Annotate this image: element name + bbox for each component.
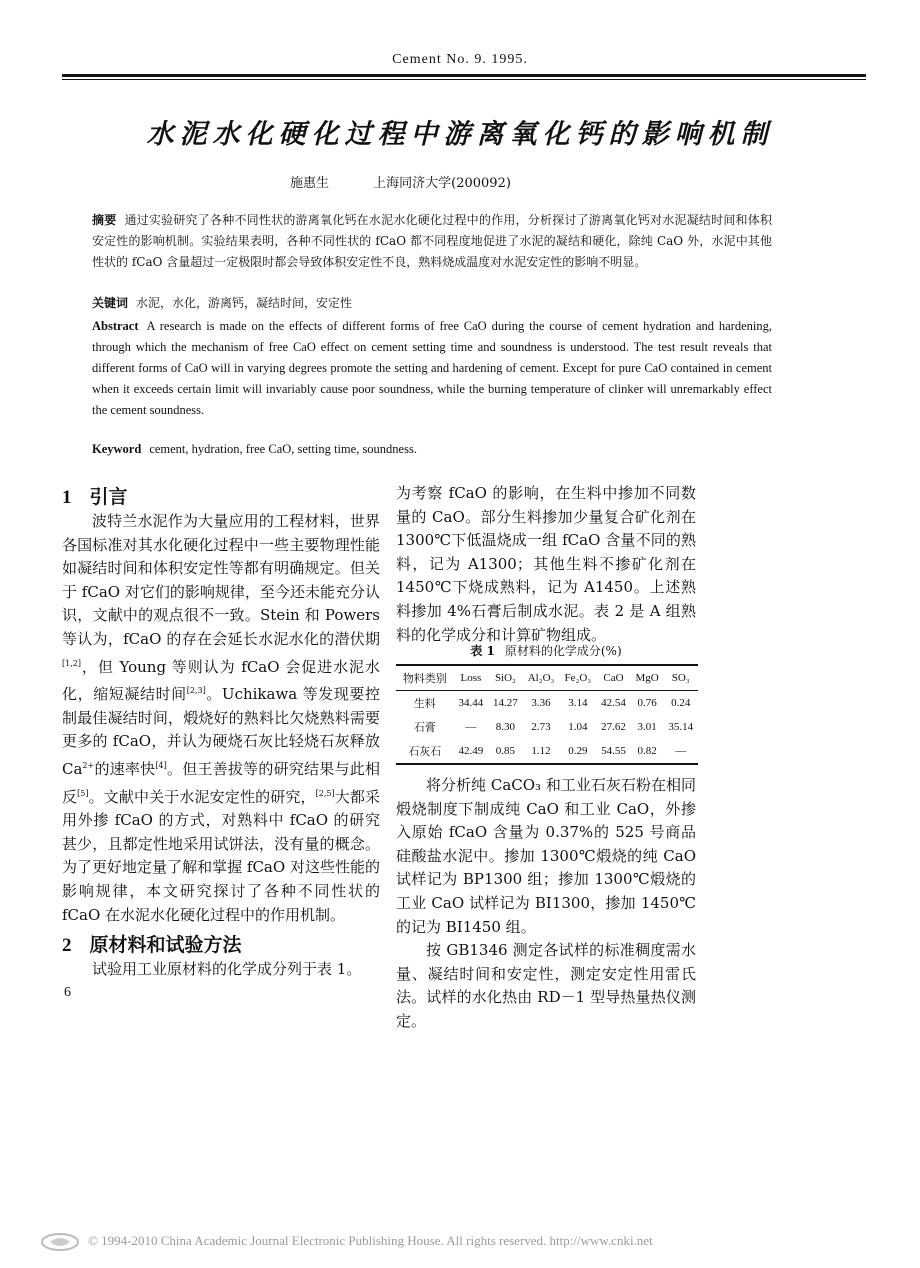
table-cell: 27.62 [601, 721, 626, 733]
keywords-en-label: Keyword [92, 442, 142, 456]
table-cell: 生料 [413, 698, 436, 710]
table-cell: 35.14 [668, 721, 694, 733]
table-cell: 14.27 [493, 697, 518, 709]
table-header-cell: Loss [460, 672, 482, 684]
citation: [2,3] [186, 686, 206, 696]
table-cell: 3.36 [531, 697, 551, 709]
table-cell: 54.55 [601, 745, 626, 757]
s1-text-e: 。但王善拔等的研究结果与此相反 [62, 759, 380, 806]
s1-text-c: 。Uchikawa 等发现要控制最佳凝结时间，煅烧好的熟料比欠烧熟料需要更多的 fCaO，并认为硬烧石灰比轻烧石灰释放 Ca [62, 685, 380, 778]
table-cell: 34.44 [458, 697, 484, 709]
abstract-cn-label: 摘要 [92, 213, 117, 227]
table-header-row [396, 665, 698, 691]
table-row [396, 739, 698, 764]
page-number: 6 [64, 985, 71, 1000]
abstract-en-label: Abstract [92, 319, 139, 333]
section-2-number: 2 [62, 935, 72, 956]
table-cell: 0.29 [568, 745, 588, 757]
section-1-number: 1 [62, 487, 72, 508]
table-cell: — [675, 745, 687, 757]
table-header-cell: MgO [635, 672, 659, 684]
s1-text-g: 大都采用外掺 fCaO 的方式，对熟料中 fCaO 的研究甚少，且都定性地采用试饼法，没有量的概念。为了更好地定量了解和掌握 fCaO 对这些性能的影响规律，本文研究探讨了各种不同性状的 fCaO 在水泥水化硬化过程中的作用机制。 [62, 787, 380, 924]
table-cell: 0.24 [671, 697, 691, 709]
table-header-cell: 物料类别 [402, 673, 447, 685]
keywords-cn-text: 水泥，水化，游离钙，凝结时间，安定性 [136, 296, 353, 310]
table-cell: 0.82 [637, 745, 657, 757]
author-line [290, 172, 511, 191]
table-cell: 42.54 [601, 697, 626, 709]
section-1-heading [62, 482, 128, 509]
abstract-cn-text: 通过实验研究了各种不同性状的游离氧化钙在水泥水化硬化过程中的作用，分析探讨了游离氧化钙对水泥凝结时间和体积安定性的影响机制。实验结果表明，各种不同性状的 fCaO 都不同程度地促进了水泥的凝结和硬化，除纯 CaO 外，水泥中其他性状的 fCaO 含量超过一定极限时都会导致体积安定性不良，熟料烧成温度对水泥安定性的影响不明显。 [92, 213, 772, 269]
paper-title: 水泥水化硬化过程中游离氧化钙的影响机制 [146, 119, 774, 150]
s1-text-f: 。文献中关于水泥安定性的研究， [88, 787, 316, 806]
right-column-continued [396, 774, 696, 1034]
citation: [5] [77, 788, 89, 798]
right-paragraph-c: 按 GB1346 测定各试样的标准稠度需水量、凝结时间和安定性，测定安定性用雷氏法。试样的水化热由 RD－1 型导热量热仪测定。 [396, 941, 696, 1030]
citation: [1,2] [62, 658, 81, 668]
table-cell: 1.04 [568, 721, 588, 733]
table-cell: 3.01 [637, 721, 657, 733]
right-paragraph-a: 为考察 fCaO 的影响，在生料中掺加不同数量的 CaO。部分生料掺加少量复合矿化剂在 1300℃下低温烧成一组 fCaO 含量不同的熟料，记为 A1300；其他生料不掺矿化剂在 1450℃下烧成熟料，记为 A1450。上述熟料掺加 4%石膏后制成水泥。表 2 是 A 组熟料的化学成分和计算矿物组成。 [396, 484, 696, 644]
footer-text: © 1994-2010 China Academic Journal Electronic Publishing House. All rights reserved. http://www.cnki.net [88, 1232, 653, 1248]
right-paragraph-b: 将分析纯 CaCO₃ 和工业石灰石粉在相同煅烧制度下制成纯 CaO 和工业 CaO，外掺入原始 fCaO 含量为 0.37%的 525 号商品硅酸盐水泥中。掺加 1300℃煅烧的纯 CaO 试样记为 BP1300 组；掺加 1300℃煅烧的工业 CaO 试样记为 BI1300，掺加 1450℃的记为 BI1450 组。 [396, 776, 696, 936]
table-cell: — [465, 721, 477, 733]
s1-text-b: ，但 Young 等则认为 fCaO 会促进水泥水化，缩短凝结时间 [62, 657, 380, 704]
header-rule-thin [62, 79, 866, 80]
s1-text-d: 的速率快 [94, 759, 156, 778]
citation: [4] [155, 760, 167, 770]
table-1-title: 原材料的化学成分(%) [504, 644, 622, 658]
table-header-cell: SiO₂ [494, 672, 516, 684]
table-row [396, 691, 698, 716]
table-header-cell: SO₃ [671, 672, 690, 684]
keywords-en [92, 439, 772, 460]
keywords-cn [92, 293, 772, 314]
section-1-paragraph [62, 510, 380, 927]
table-1-caption [396, 642, 696, 659]
table-cell: 0.85 [495, 745, 516, 757]
table-row [396, 715, 698, 739]
table-1 [396, 664, 698, 765]
table-cell: 石灰石 [408, 746, 442, 758]
table-header-cell: CaO [603, 672, 624, 684]
table-cell: 0.76 [637, 697, 657, 709]
table-cell: 2.73 [531, 721, 551, 733]
abstract-cn [92, 210, 772, 273]
s1-text-a: 波特兰水泥作为大量应用的工程材料，世界各国标准对其水化硬化过程中一些主要物理性能如凝结时间和体积安定性等都有明确规定。但关于 fCaO 对它们的影响规律，至今还未能充分认识，文献中的观点很不一致。Stein 和 Powers 等认为，fCaO 的存在会延长水泥水化的潜伏期 [62, 512, 380, 648]
keywords-cn-label: 关键词 [92, 296, 129, 310]
ion-charge: 2+ [82, 760, 95, 770]
table-cell: 石膏 [413, 722, 436, 734]
table-cell: 3.14 [568, 697, 588, 709]
abstract-en-text: A research is made on the effects of different forms of free CaO during the course of cement hydration and hardening, through which the mechanism of free CaO effect on cement setting time and soundness is understood. The test result reveals that different forms of CaO will in varying degrees promote the setting and hardening of cement. Except for pure CaO contained in cement when it exceeds certain limit will invariably cause poor soundness, while the burning temperature of clinker will unremarkably effect the cement soundness. [92, 319, 772, 417]
citation: [2,5] [315, 788, 335, 798]
table-header-cell: Al₂O₃ [527, 672, 555, 684]
section-2-title: 原材料和试验方法 [89, 934, 242, 956]
header-rule-thick [62, 74, 866, 77]
publisher-logo-icon [40, 1232, 80, 1252]
section-1-title: 引言 [89, 486, 128, 508]
table-cell: 42.49 [458, 745, 484, 757]
author-affiliation: 上海同济大学(200092) [373, 176, 511, 191]
abstract-en [92, 316, 772, 421]
section-2-heading [62, 930, 242, 957]
section-2-paragraph: 试验用工业原材料的化学成分列于表 1。 [92, 960, 362, 978]
copyright-footer [40, 1232, 880, 1252]
author-name: 施惠生 [290, 176, 330, 191]
table-header-cell: Fe₂O₃ [564, 672, 592, 684]
table-cell: 8.30 [495, 721, 516, 733]
journal-header: Cement No. 9. 1995. [392, 52, 528, 67]
table-1-label: 表 1 [470, 644, 495, 658]
table-cell: 1.12 [531, 745, 551, 757]
keywords-en-text: cement, hydration, free CaO, setting time, soundness. [149, 442, 417, 456]
